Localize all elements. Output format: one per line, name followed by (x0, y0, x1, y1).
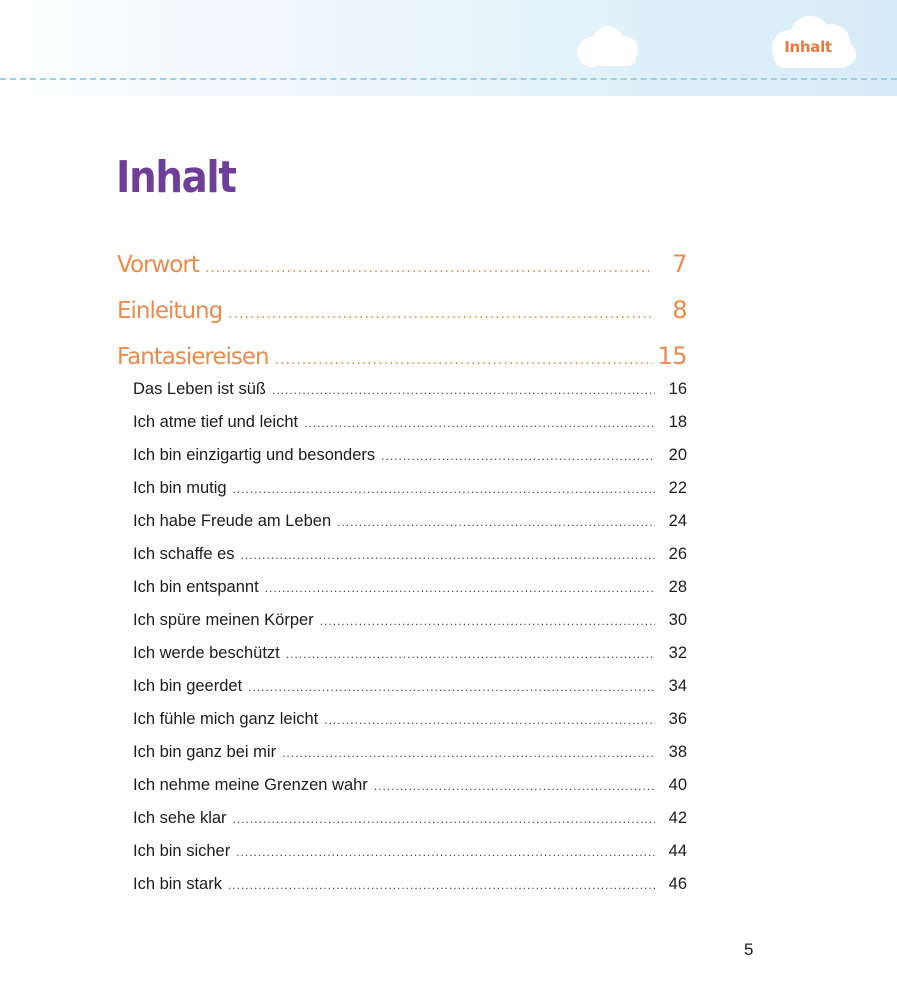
toc-entry-page: 28 (668, 578, 687, 596)
toc-entry-title: Ich fühle mich ganz leicht (133, 710, 319, 728)
leader-dots (272, 383, 655, 397)
header-sky-band (0, 0, 897, 96)
toc-section-page: 15 (657, 342, 687, 370)
toc-entry-page: 18 (668, 413, 687, 431)
toc-entry[interactable] (133, 776, 687, 795)
toc-entry-page: 32 (668, 644, 687, 662)
toc-section-title: Fantasiereisen (117, 344, 269, 370)
toc-entry[interactable] (133, 578, 687, 597)
toc-entry[interactable] (133, 512, 687, 531)
toc-entry[interactable] (133, 710, 687, 729)
leader-dots (381, 449, 655, 463)
toc-entry-page: 40 (668, 776, 687, 794)
toc-entry-title: Ich bin geerdet (133, 677, 243, 695)
toc-section[interactable] (117, 342, 687, 370)
toc-entry[interactable] (133, 545, 687, 564)
leader-dots (233, 812, 655, 826)
toc-entry-page: 46 (668, 875, 687, 893)
toc-entry-title: Ich sehe klar (133, 809, 227, 827)
toc-section-title: Vorwort (117, 252, 199, 278)
toc-section-page: 7 (672, 250, 687, 278)
leader-dots (248, 680, 655, 694)
leader-dots (337, 515, 655, 529)
toc-entry-title: Ich spüre meinen Körper (133, 611, 314, 629)
toc-entry[interactable] (133, 611, 687, 630)
leader-dots (205, 260, 653, 276)
toc-section-page: 8 (672, 296, 687, 324)
leader-dots (324, 713, 655, 727)
header-tab-label: Inhalt (784, 38, 832, 56)
toc-entry-page: 30 (668, 611, 687, 629)
toc-entry[interactable] (133, 677, 687, 696)
toc-entry-page: 24 (668, 512, 687, 530)
leader-dots (236, 845, 655, 859)
toc-entry[interactable] (133, 743, 687, 762)
toc-entry-title: Ich bin entspannt (133, 578, 259, 596)
toc-section[interactable] (117, 296, 687, 324)
toc-entry-page: 42 (668, 809, 687, 827)
leader-dots (265, 581, 655, 595)
leader-dots (233, 482, 655, 496)
page-title: Inhalt (116, 152, 236, 203)
leader-dots (374, 779, 655, 793)
toc-entry-page: 34 (668, 677, 687, 695)
toc-entry-title: Ich atme tief und leicht (133, 413, 299, 431)
toc-entry[interactable] (133, 413, 687, 432)
leader-dots (282, 746, 655, 760)
toc-entry[interactable] (133, 875, 687, 894)
toc-entry-page: 22 (668, 479, 687, 497)
toc-entry[interactable] (133, 479, 687, 498)
toc-entry-title: Ich werde beschützt (133, 644, 280, 662)
toc-entry-title: Ich bin mutig (133, 479, 227, 497)
toc-entry-page: 38 (668, 743, 687, 761)
toc-entry[interactable] (133, 842, 687, 861)
toc-entry-title: Ich bin ganz bei mir (133, 743, 277, 761)
toc-entry-title: Ich bin stark (133, 875, 222, 893)
leader-dots (286, 647, 655, 661)
leader-dots (275, 352, 653, 368)
cloud-icon (570, 22, 644, 72)
leader-dots (320, 614, 655, 628)
toc-entry-page: 44 (668, 842, 687, 860)
toc-entry-title: Ich schaffe es (133, 545, 235, 563)
leader-dots (304, 416, 655, 430)
dashed-divider (0, 78, 897, 80)
toc-entry[interactable] (133, 644, 687, 663)
toc-section[interactable] (117, 250, 687, 278)
leader-dots (228, 306, 653, 322)
toc-entry-page: 16 (668, 380, 687, 398)
toc-section-title: Einleitung (117, 298, 223, 324)
toc-entry-title: Ich bin einzigartig und besonders (133, 446, 376, 464)
toc-entry[interactable] (133, 380, 687, 399)
toc-entry[interactable] (133, 446, 687, 465)
toc-entry-title: Ich bin sicher (133, 842, 231, 860)
page-number: 5 (744, 940, 754, 959)
toc-entry-page: 36 (668, 710, 687, 728)
toc-entry-title: Ich habe Freude am Leben (133, 512, 332, 530)
toc-entry-page: 20 (668, 446, 687, 464)
toc-entry-page: 26 (668, 545, 687, 563)
toc-entry[interactable] (133, 809, 687, 828)
toc-entry-title: Das Leben ist süß (133, 380, 266, 398)
leader-dots (228, 878, 655, 892)
leader-dots (241, 548, 655, 562)
toc-entry-title: Ich nehme meine Grenzen wahr (133, 776, 368, 794)
